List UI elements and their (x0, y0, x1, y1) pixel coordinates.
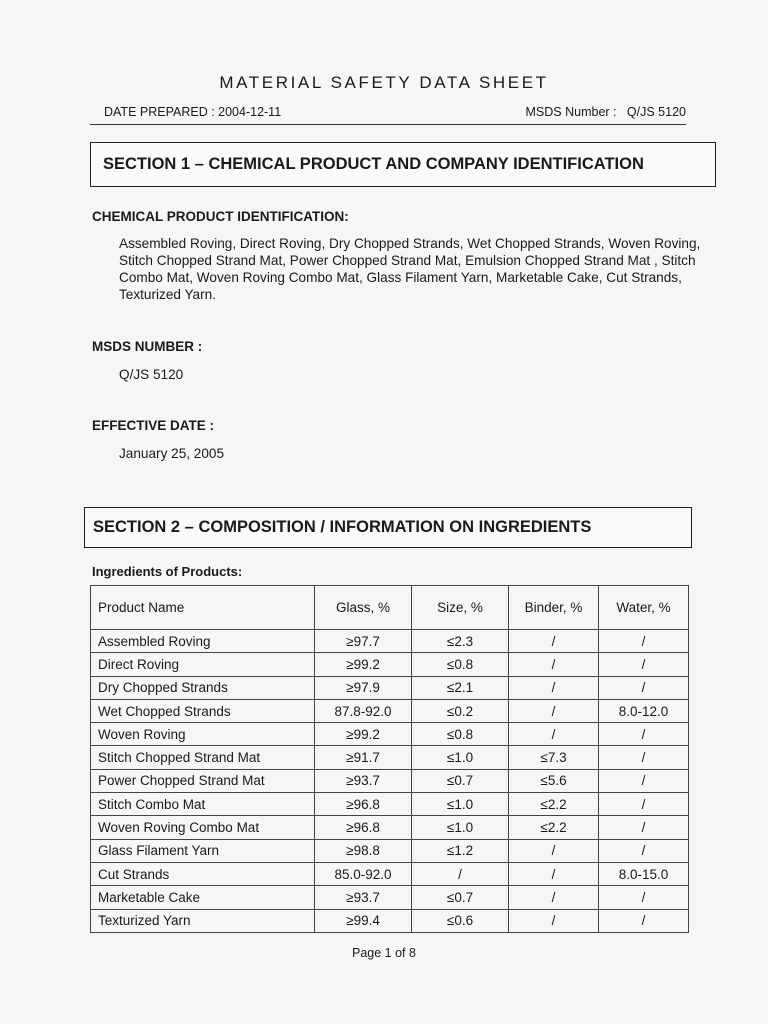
table-cell: Marketable Cake (91, 886, 315, 909)
effective-date-heading: EFFECTIVE DATE : (92, 418, 215, 433)
table-cell: / (509, 862, 599, 885)
column-header: Binder, % (509, 586, 599, 630)
table-cell: Power Chopped Strand Mat (91, 769, 315, 792)
table-row (91, 816, 689, 839)
table-cell: Direct Roving (91, 653, 315, 676)
table-cell: Texturized Yarn (91, 909, 315, 932)
table-cell: / (509, 699, 599, 722)
table-row (91, 839, 689, 862)
table-cell: Dry Chopped Strands (91, 676, 315, 699)
table-cell: ≥99.4 (315, 909, 412, 932)
table-cell: ≥96.8 (315, 793, 412, 816)
table-cell: / (599, 723, 689, 746)
table-cell: ≥98.8 (315, 839, 412, 862)
column-header: Water, % (599, 586, 689, 630)
table-cell: Woven Roving Combo Mat (91, 816, 315, 839)
table-cell: ≤2.2 (509, 793, 599, 816)
table-cell: Glass Filament Yarn (91, 839, 315, 862)
table-cell: / (509, 676, 599, 699)
table-cell: / (599, 630, 689, 653)
product-id-text: Assembled Roving, Direct Roving, Dry Chopped Strands, Wet Chopped Strands, Woven Roving, Stitch Chopped Strand Mat, Power Chopped Strand Mat, Emulsion Chopped Strand Mat , Stitch Combo Mat, Woven Roving Combo Mat, Glass Filament Yarn, Marketable Cake, Cut Strands, Texturized Yarn. (119, 236, 701, 302)
table-cell: Assembled Roving (91, 630, 315, 653)
table-cell: / (599, 793, 689, 816)
table-row (91, 653, 689, 676)
column-header: Glass, % (315, 586, 412, 630)
table-cell: ≤0.8 (412, 723, 509, 746)
table-cell: / (509, 839, 599, 862)
table-cell: ≥97.9 (315, 676, 412, 699)
table-row (91, 723, 689, 746)
ingredients-table (90, 585, 689, 933)
document-title: MATERIAL SAFETY DATA SHEET (219, 73, 549, 92)
table-cell: ≥93.7 (315, 769, 412, 792)
table-row (91, 630, 689, 653)
table-cell: / (509, 630, 599, 653)
page-number: Page 1 of 8 (352, 946, 416, 960)
table-cell: ≤5.6 (509, 769, 599, 792)
table-cell: / (412, 862, 509, 885)
table-cell: ≤0.7 (412, 769, 509, 792)
table-row (91, 746, 689, 769)
effective-date-value: January 25, 2005 (119, 446, 225, 461)
table-cell: / (509, 886, 599, 909)
table-cell: / (509, 653, 599, 676)
table-cell: / (599, 839, 689, 862)
section-1-title: SECTION 1 – CHEMICAL PRODUCT AND COMPANY IDENTIFICATION (90, 142, 716, 187)
table-cell: / (509, 909, 599, 932)
table-cell: ≤1.0 (412, 816, 509, 839)
table-cell: ≥93.7 (315, 886, 412, 909)
table-row (91, 699, 689, 722)
column-header: Product Name (91, 586, 315, 630)
table-cell: / (599, 653, 689, 676)
table-cell: Woven Roving (91, 723, 315, 746)
table-cell: Stitch Combo Mat (91, 793, 315, 816)
table-cell: Cut Strands (91, 862, 315, 885)
table-cell: Stitch Chopped Strand Mat (91, 746, 315, 769)
ingredients-heading: Ingredients of Products: (92, 564, 243, 579)
table-cell: ≤0.8 (412, 653, 509, 676)
table-body (91, 630, 689, 933)
table-cell: Wet Chopped Strands (91, 699, 315, 722)
table-cell: ≤0.6 (412, 909, 509, 932)
table-cell: / (599, 909, 689, 932)
table-cell: / (599, 816, 689, 839)
product-id-heading: CHEMICAL PRODUCT IDENTIFICATION: (92, 209, 349, 224)
table-cell: ≤2.1 (412, 676, 509, 699)
table-row (91, 862, 689, 885)
table-row (91, 793, 689, 816)
meta-row (104, 105, 686, 119)
table-cell: ≥99.2 (315, 723, 412, 746)
table-row (91, 676, 689, 699)
table-cell: ≥99.2 (315, 653, 412, 676)
table-cell: ≤1.0 (412, 746, 509, 769)
table-header-row (91, 586, 689, 630)
table-cell: 85.0-92.0 (315, 862, 412, 885)
column-header: Size, % (412, 586, 509, 630)
table-cell: / (509, 723, 599, 746)
table-cell: 87.8-92.0 (315, 699, 412, 722)
table-cell: ≥91.7 (315, 746, 412, 769)
table-cell: ≤7.3 (509, 746, 599, 769)
table-cell: ≥97.7 (315, 630, 412, 653)
table-cell: / (599, 886, 689, 909)
table-row (91, 769, 689, 792)
table-cell: ≤2.2 (509, 816, 599, 839)
table-cell: 8.0-15.0 (599, 862, 689, 885)
table-cell: ≤0.2 (412, 699, 509, 722)
table-row (91, 886, 689, 909)
table-cell: ≤0.7 (412, 886, 509, 909)
table-cell: / (599, 769, 689, 792)
section-2-title: SECTION 2 – COMPOSITION / INFORMATION ON INGREDIENTS (84, 507, 692, 548)
table-cell: ≤1.0 (412, 793, 509, 816)
table-row (91, 909, 689, 932)
table-cell: / (599, 676, 689, 699)
msds-number-header: MSDS Number : Q/JS 5120 (525, 105, 686, 119)
msds-number-value: Q/JS 5120 (119, 367, 184, 382)
table-cell: ≤2.3 (412, 630, 509, 653)
date-prepared: DATE PREPARED : 2004-12-11 (104, 105, 282, 119)
table-cell: ≤1.2 (412, 839, 509, 862)
table-cell: ≥96.8 (315, 816, 412, 839)
table-cell: 8.0-12.0 (599, 699, 689, 722)
table-cell: / (599, 746, 689, 769)
msds-number-heading: MSDS NUMBER : (92, 339, 203, 354)
header-rule (90, 124, 686, 125)
